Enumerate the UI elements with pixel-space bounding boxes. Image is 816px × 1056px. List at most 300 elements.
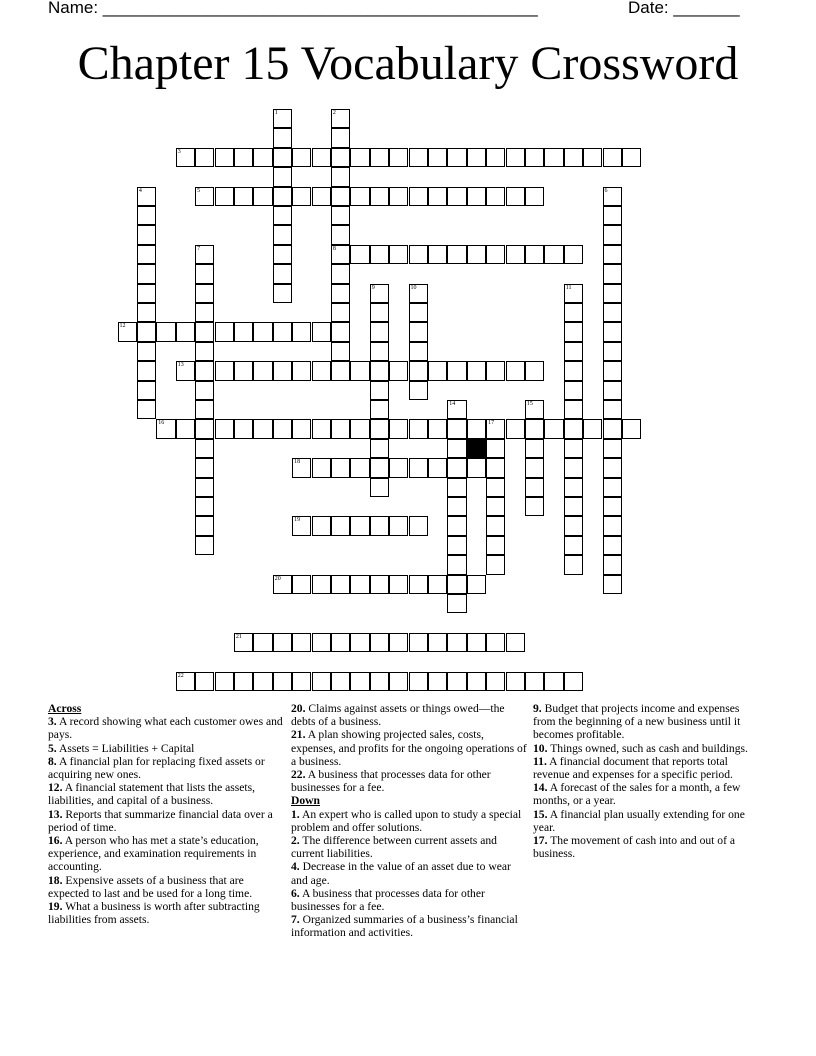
grid-cell[interactable] [156, 322, 175, 341]
clue-number: 8 [332, 245, 336, 252]
grid-cell[interactable] [564, 303, 583, 322]
grid-cell[interactable] [486, 458, 505, 477]
grid-cell[interactable] [409, 148, 428, 167]
grid-cell[interactable] [506, 419, 525, 438]
grid-cell[interactable] [234, 633, 253, 652]
clue-number: 5 [197, 187, 201, 194]
down-clue-6: 6. A business that processes data for other businesses for a fee. [291, 886, 485, 914]
grid-cell[interactable] [331, 245, 350, 264]
grid-cell[interactable] [137, 303, 156, 322]
grid-cell[interactable] [389, 516, 408, 535]
grid-cell[interactable] [409, 284, 428, 303]
grid-cell[interactable] [564, 322, 583, 341]
grid-cell[interactable] [331, 206, 350, 225]
grid-cell[interactable] [292, 633, 311, 652]
grid-cell[interactable] [253, 187, 272, 206]
grid-cell[interactable] [331, 303, 350, 322]
grid-cell[interactable] [350, 245, 369, 264]
grid-cell[interactable] [486, 361, 505, 380]
grid-cell[interactable] [292, 516, 311, 535]
date-field[interactable]: Date: _______ [628, 0, 740, 17]
grid-cell[interactable] [409, 672, 428, 691]
grid-cell[interactable] [564, 478, 583, 497]
grid-cell[interactable] [486, 245, 505, 264]
grid-cell[interactable] [389, 148, 408, 167]
grid-cell[interactable] [467, 633, 486, 652]
grid-cell[interactable] [525, 478, 544, 497]
grid-cell[interactable] [486, 672, 505, 691]
grid-cell[interactable] [215, 419, 234, 438]
grid-cell[interactable] [486, 516, 505, 535]
grid-cell[interactable] [564, 516, 583, 535]
grid-cell[interactable] [331, 167, 350, 186]
grid-cell[interactable] [603, 555, 622, 574]
grid-cell[interactable] [137, 187, 156, 206]
grid-cell[interactable] [544, 148, 563, 167]
grid-cell[interactable] [544, 672, 563, 691]
grid-cell[interactable] [603, 303, 622, 322]
grid-cell[interactable] [389, 458, 408, 477]
grid-cell[interactable] [350, 672, 369, 691]
grid-cell[interactable] [331, 361, 350, 380]
grid-cell[interactable] [176, 672, 195, 691]
grid-cell[interactable] [564, 555, 583, 574]
grid-cell[interactable] [370, 633, 389, 652]
grid-cell[interactable] [389, 633, 408, 652]
grid-cell[interactable] [603, 342, 622, 361]
grid-cell[interactable] [331, 342, 350, 361]
grid-cell[interactable] [195, 458, 214, 477]
grid-cell[interactable] [467, 672, 486, 691]
grid-cell[interactable] [409, 245, 428, 264]
grid-cell[interactable] [273, 284, 292, 303]
grid-cell[interactable] [234, 322, 253, 341]
grid-cell[interactable] [486, 419, 505, 438]
grid-cell[interactable] [564, 342, 583, 361]
across-clue-12: 12. A financial statement that lists the assets, liabilities, and capital of a business. [48, 781, 256, 808]
grid-cell[interactable] [564, 536, 583, 555]
grid-cell[interactable] [564, 497, 583, 516]
grid-cell[interactable] [564, 672, 583, 691]
grid-cell[interactable] [234, 187, 253, 206]
grid-cell[interactable] [292, 672, 311, 691]
down-clue-10: 10. Things owned, such as cash and buildings. [533, 741, 748, 755]
grid-cell[interactable] [525, 458, 544, 477]
grid-cell[interactable] [409, 342, 428, 361]
grid-cell[interactable] [195, 497, 214, 516]
grid-cell[interactable] [447, 458, 466, 477]
grid-cell[interactable] [409, 322, 428, 341]
grid-cell[interactable] [447, 400, 466, 419]
grid-cell[interactable] [234, 419, 253, 438]
grid-cell[interactable] [273, 575, 292, 594]
grid-cell[interactable] [312, 633, 331, 652]
grid-cell[interactable] [253, 419, 272, 438]
grid-cell[interactable] [195, 381, 214, 400]
grid-cell[interactable] [409, 381, 428, 400]
grid-cell[interactable] [137, 225, 156, 244]
grid-cell[interactable] [176, 148, 195, 167]
grid-cell[interactable] [292, 419, 311, 438]
down-clue-7: 7. Organized summaries of a business’s financial information and activities. [291, 913, 518, 940]
grid-cell[interactable] [583, 419, 602, 438]
grid-cell[interactable] [273, 187, 292, 206]
grid-cell[interactable] [331, 575, 350, 594]
name-field[interactable]: Name: ______________________________________________ [48, 0, 538, 17]
grid-cell[interactable] [389, 187, 408, 206]
grid-cell[interactable] [195, 439, 214, 458]
grid-cell[interactable] [195, 419, 214, 438]
grid-cell[interactable] [273, 128, 292, 147]
grid-cell[interactable] [447, 439, 466, 458]
grid-cell[interactable] [564, 245, 583, 264]
grid-cell[interactable] [273, 419, 292, 438]
grid-cell[interactable] [525, 187, 544, 206]
grid-cell[interactable] [331, 264, 350, 283]
grid-cell[interactable] [273, 322, 292, 341]
grid-cell[interactable] [486, 633, 505, 652]
grid-cell[interactable] [583, 148, 602, 167]
grid-cell[interactable] [486, 555, 505, 574]
grid-cell[interactable] [350, 419, 369, 438]
grid-cell[interactable] [389, 361, 408, 380]
grid-cell[interactable] [389, 419, 408, 438]
grid-cell[interactable] [137, 342, 156, 361]
grid-cell[interactable] [506, 148, 525, 167]
grid-cell[interactable] [525, 400, 544, 419]
grid-cell[interactable] [215, 187, 234, 206]
grid-cell[interactable] [603, 148, 622, 167]
grid-cell[interactable] [564, 400, 583, 419]
grid-cell[interactable] [331, 187, 350, 206]
grid-cell[interactable] [447, 148, 466, 167]
down-clue-11: 11. A financial document that reports total revenue and expenses for a specific period. [533, 754, 733, 782]
grid-cell[interactable] [603, 400, 622, 419]
grid-cell[interactable] [312, 458, 331, 477]
grid-cell[interactable] [428, 361, 447, 380]
grid-cell[interactable] [603, 536, 622, 555]
grid-cell[interactable] [195, 672, 214, 691]
grid-cell[interactable] [253, 322, 272, 341]
grid-cell[interactable] [603, 458, 622, 477]
grid-cell[interactable] [447, 594, 466, 613]
grid-cell[interactable] [273, 206, 292, 225]
grid-cell[interactable] [486, 478, 505, 497]
grid-cell[interactable] [176, 361, 195, 380]
grid-cell[interactable] [331, 516, 350, 535]
grid-cell[interactable] [137, 400, 156, 419]
grid-cell[interactable] [273, 633, 292, 652]
grid-cell[interactable] [215, 361, 234, 380]
grid-cell[interactable] [137, 206, 156, 225]
grid-cell[interactable] [331, 458, 350, 477]
grid-cell[interactable] [370, 478, 389, 497]
grid-cell[interactable] [525, 245, 544, 264]
grid-cell[interactable] [603, 245, 622, 264]
grid-cell[interactable] [447, 497, 466, 516]
grid-cell[interactable] [370, 419, 389, 438]
grid-cell[interactable] [273, 264, 292, 283]
grid-cell[interactable] [253, 148, 272, 167]
grid-cell[interactable] [603, 381, 622, 400]
grid-cell[interactable] [409, 361, 428, 380]
grid-cell[interactable] [506, 633, 525, 652]
grid-cell[interactable] [389, 575, 408, 594]
grid-cell[interactable] [312, 419, 331, 438]
across-clue-5: 5. Assets = Liabilities + Capital [48, 741, 195, 755]
grid-cell[interactable] [292, 575, 311, 594]
grid-cell[interactable] [428, 633, 447, 652]
grid-cell[interactable] [370, 245, 389, 264]
grid-cell[interactable] [603, 497, 622, 516]
grid-cell[interactable] [447, 555, 466, 574]
grid-cell[interactable] [467, 187, 486, 206]
grid-cell[interactable] [467, 361, 486, 380]
grid-cell[interactable] [525, 419, 544, 438]
grid-cell[interactable] [370, 439, 389, 458]
grid-cell[interactable] [603, 575, 622, 594]
grid-cell[interactable] [525, 361, 544, 380]
grid-cell[interactable] [564, 284, 583, 303]
grid-cell[interactable] [195, 148, 214, 167]
across-clue-20: 20. Claims against assets or things owed—the debts of a business. [291, 702, 505, 729]
grid-cell[interactable] [350, 148, 369, 167]
grid-cell[interactable] [525, 148, 544, 167]
grid-cell[interactable] [603, 187, 622, 206]
grid-cell[interactable] [118, 322, 137, 341]
grid-cell[interactable] [350, 516, 369, 535]
across-clue-22: 22. A business that processes data for other businesses for a fee. [291, 768, 491, 795]
grid-cell[interactable] [447, 672, 466, 691]
grid-cell[interactable] [447, 419, 466, 438]
grid-cell[interactable] [176, 322, 195, 341]
grid-cell[interactable] [273, 109, 292, 128]
grid-cell[interactable] [370, 342, 389, 361]
grid-cell[interactable] [195, 245, 214, 264]
grid-cell[interactable] [331, 128, 350, 147]
down-clue-15: 15. A financial plan usually extending for one year. [533, 807, 745, 834]
grid-cell[interactable] [467, 419, 486, 438]
grid-cell[interactable] [195, 478, 214, 497]
grid-cell[interactable] [564, 148, 583, 167]
grid-cell[interactable] [467, 575, 486, 594]
grid-cell[interactable] [603, 419, 622, 438]
grid-cell[interactable] [447, 245, 466, 264]
grid-cell[interactable] [486, 536, 505, 555]
clue-number: 4 [138, 187, 142, 194]
grid-cell[interactable] [506, 672, 525, 691]
grid-cell[interactable] [195, 264, 214, 283]
grid-cell[interactable] [331, 672, 350, 691]
grid-cell[interactable] [234, 672, 253, 691]
grid-cell[interactable] [370, 361, 389, 380]
grid-cell[interactable] [603, 439, 622, 458]
grid-cell[interactable] [234, 148, 253, 167]
grid-cell[interactable] [234, 361, 253, 380]
grid-cell[interactable] [544, 245, 563, 264]
grid-cell[interactable] [137, 245, 156, 264]
grid-cell[interactable] [447, 187, 466, 206]
grid-cell[interactable] [603, 516, 622, 535]
grid-cell[interactable] [428, 458, 447, 477]
grid-cell[interactable] [603, 264, 622, 283]
grid-cell[interactable] [292, 148, 311, 167]
grid-cell[interactable] [622, 419, 641, 438]
grid-cell[interactable] [564, 361, 583, 380]
grid-cell[interactable] [312, 575, 331, 594]
grid-cell[interactable] [603, 478, 622, 497]
grid-cell[interactable] [312, 187, 331, 206]
grid-cell[interactable] [215, 322, 234, 341]
grid-cell[interactable] [273, 148, 292, 167]
grid-cell[interactable] [544, 419, 563, 438]
grid-cell[interactable] [525, 672, 544, 691]
grid-cell[interactable] [409, 303, 428, 322]
grid-cell[interactable] [370, 322, 389, 341]
grid-cell[interactable] [486, 187, 505, 206]
grid-cell[interactable] [273, 167, 292, 186]
grid-cell[interactable] [253, 361, 272, 380]
grid-cell[interactable] [331, 109, 350, 128]
grid-cell[interactable] [331, 148, 350, 167]
grid-cell[interactable] [312, 148, 331, 167]
grid-cell[interactable] [312, 322, 331, 341]
grid-cell[interactable] [447, 516, 466, 535]
grid-cell[interactable] [428, 575, 447, 594]
grid-cell[interactable] [447, 361, 466, 380]
grid-cell[interactable] [253, 633, 272, 652]
grid-cell[interactable] [331, 225, 350, 244]
grid-cell[interactable] [525, 439, 544, 458]
grid-cell[interactable] [467, 458, 486, 477]
grid-cell[interactable] [215, 672, 234, 691]
grid-cell[interactable] [409, 633, 428, 652]
grid-cell[interactable] [292, 322, 311, 341]
grid-cell[interactable] [137, 284, 156, 303]
grid-cell[interactable] [467, 245, 486, 264]
grid-cell[interactable] [195, 187, 214, 206]
grid-cell[interactable] [273, 225, 292, 244]
grid-cell[interactable] [564, 381, 583, 400]
grid-cell[interactable] [273, 672, 292, 691]
grid-cell[interactable] [350, 633, 369, 652]
grid-cell[interactable] [603, 284, 622, 303]
grid-cell[interactable] [370, 516, 389, 535]
grid-cell[interactable] [428, 187, 447, 206]
grid-cell[interactable] [506, 187, 525, 206]
grid-cell[interactable] [370, 458, 389, 477]
grid-cell[interactable] [409, 419, 428, 438]
grid-cell[interactable] [428, 419, 447, 438]
grid-cell[interactable] [370, 303, 389, 322]
grid-cell[interactable] [137, 361, 156, 380]
grid-cell[interactable] [389, 672, 408, 691]
down-clue-14: 14. A forecast of the sales for a month, a few months, or a year. [533, 781, 741, 808]
grid-cell[interactable] [350, 458, 369, 477]
grid-cell[interactable] [331, 322, 350, 341]
grid-cell[interactable] [331, 284, 350, 303]
grid-cell[interactable] [195, 361, 214, 380]
grid-cell[interactable] [564, 419, 583, 438]
grid-cell[interactable] [486, 497, 505, 516]
grid-cell[interactable] [506, 245, 525, 264]
grid-cell[interactable] [292, 187, 311, 206]
grid-cell[interactable] [312, 361, 331, 380]
grid-cell[interactable] [603, 322, 622, 341]
grid-cell[interactable] [603, 225, 622, 244]
grid-cell[interactable] [622, 148, 641, 167]
grid-cell[interactable] [331, 419, 350, 438]
grid-cell[interactable] [312, 516, 331, 535]
grid-cell[interactable] [603, 206, 622, 225]
grid-cell[interactable] [253, 672, 272, 691]
grid-cell[interactable] [370, 381, 389, 400]
grid-cell[interactable] [350, 361, 369, 380]
grid-cell[interactable] [389, 245, 408, 264]
grid-cell[interactable] [156, 419, 175, 438]
grid-cell[interactable] [409, 187, 428, 206]
grid-cell[interactable] [428, 148, 447, 167]
grid-cell[interactable] [564, 439, 583, 458]
grid-cell[interactable] [447, 478, 466, 497]
grid-cell[interactable] [428, 245, 447, 264]
grid-cell[interactable] [447, 575, 466, 594]
grid-cell[interactable] [486, 148, 505, 167]
grid-cell[interactable] [350, 187, 369, 206]
grid-cell[interactable] [195, 342, 214, 361]
grid-cell[interactable] [564, 458, 583, 477]
grid-cell[interactable] [409, 575, 428, 594]
grid-cell[interactable] [137, 322, 156, 341]
grid-cell[interactable] [409, 458, 428, 477]
grid-cell[interactable] [195, 516, 214, 535]
grid-cell[interactable] [486, 439, 505, 458]
grid-cell[interactable] [273, 361, 292, 380]
grid-cell[interactable] [370, 187, 389, 206]
grid-cell[interactable] [409, 516, 428, 535]
grid-cell[interactable] [428, 672, 447, 691]
grid-cell[interactable] [370, 672, 389, 691]
grid-cell[interactable] [506, 361, 525, 380]
down-clue-2: 2. The difference between current assets and current liabilities. [291, 834, 497, 861]
grid-cell[interactable] [370, 148, 389, 167]
grid-cell[interactable] [370, 284, 389, 303]
grid-cell[interactable] [195, 536, 214, 555]
grid-cell[interactable] [195, 322, 214, 341]
grid-cell[interactable] [370, 400, 389, 419]
grid-cell[interactable] [195, 284, 214, 303]
grid-cell[interactable] [292, 361, 311, 380]
grid-cell[interactable] [603, 361, 622, 380]
grid-cell[interactable] [273, 245, 292, 264]
grid-cell[interactable] [447, 536, 466, 555]
page-title: Chapter 15 Vocabulary Crossword [77, 37, 739, 90]
grid-cell[interactable] [350, 575, 369, 594]
grid-cell[interactable] [137, 381, 156, 400]
grid-cell[interactable] [447, 633, 466, 652]
grid-cell[interactable] [370, 575, 389, 594]
grid-cell[interactable] [137, 264, 156, 283]
grid-cell[interactable] [195, 303, 214, 322]
grid-cell[interactable] [525, 497, 544, 516]
grid-cell[interactable] [467, 148, 486, 167]
grid-cell[interactable] [195, 400, 214, 419]
grid-cell[interactable] [215, 148, 234, 167]
grid-cell[interactable] [331, 633, 350, 652]
grid-cell[interactable] [292, 458, 311, 477]
grid-cell[interactable] [312, 672, 331, 691]
grid-cell[interactable] [176, 419, 195, 438]
